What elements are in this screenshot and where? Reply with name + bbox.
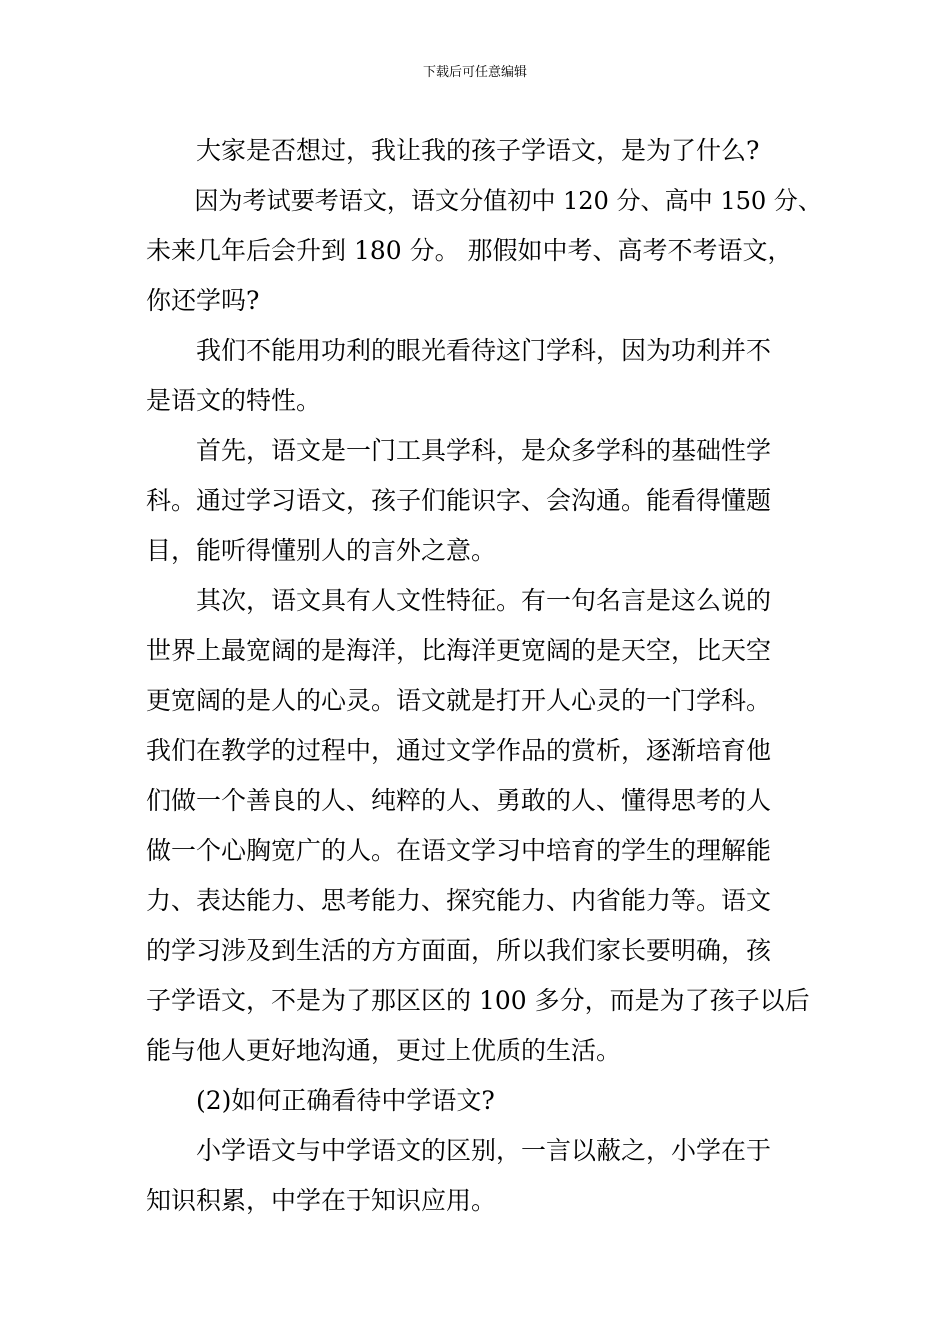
text-line: 我们不能用功利的眼光看待这门学科，因为功利并不 bbox=[196, 336, 772, 365]
page-header-note: 下载后可任意编辑 bbox=[422, 65, 527, 80]
text-line: 子学语文，不是为了那区区的 100 多分，而是为了孩子以后 bbox=[146, 986, 810, 1015]
paragraph bbox=[146, 576, 826, 1076]
text-line: 能与他人更好地沟通，更过上优质的生活。 bbox=[146, 1036, 622, 1065]
paragraph bbox=[146, 426, 826, 576]
text-line: 知识积累，中学在于知识应用。 bbox=[146, 1186, 497, 1215]
document-body bbox=[146, 126, 826, 1226]
text-line: 是语文的特性。 bbox=[146, 386, 322, 415]
text-line: 首先，语文是一门工具学科，是众多学科的基础性学 bbox=[196, 436, 772, 465]
text-line: 你还学吗? bbox=[146, 286, 260, 315]
text-line: 因为考试要考语文，语文分值初中 120 分、高中 150 分、 bbox=[194, 187, 822, 215]
text-line: 其次，语文具有人文性特征。有一句名言是这么说的 bbox=[196, 586, 772, 615]
text-line: 力、表达能力、思考能力、探究能力、内省能力等。语文 bbox=[146, 886, 772, 915]
text-line: 做一个心胸宽广的人。在语文学习中培育的学生的理解能 bbox=[146, 836, 772, 865]
text-line: 更宽阔的是人的心灵。语文就是打开人心灵的一门学科。 bbox=[146, 686, 772, 715]
text-line: 未来几年后会升到 180 分。 那假如中考、高考不考语文， bbox=[146, 236, 793, 265]
text-line: 世界上最宽阔的是海洋，比海洋更宽阔的是天空，比天空 bbox=[146, 636, 772, 665]
paragraph bbox=[146, 176, 826, 326]
text-line: 目，能听得懂别人的言外之意。 bbox=[146, 536, 497, 565]
text-line: 大家是否想过，我让我的孩子学语文，是为了什么? bbox=[196, 136, 760, 165]
paragraph bbox=[146, 1126, 826, 1226]
text-line: 科。通过学习语文，孩子们能识字、会沟通。能看得懂题 bbox=[146, 486, 772, 515]
paragraph bbox=[146, 126, 826, 176]
text-line: 们做一个善良的人、纯粹的人、勇敢的人、懂得思考的人 bbox=[146, 786, 772, 815]
paragraph bbox=[146, 326, 826, 426]
text-line: (2)如何正确看待中学语文? bbox=[196, 1086, 495, 1115]
text-line: 的学习涉及到生活的方方面面，所以我们家长要明确，孩 bbox=[146, 936, 772, 965]
text-line: 我们在教学的过程中，通过文学作品的赏析，逐渐培育他 bbox=[146, 736, 772, 765]
section-heading bbox=[146, 1076, 826, 1126]
text-line: 小学语文与中学语文的区别，一言以蔽之，小学在于 bbox=[196, 1136, 772, 1165]
